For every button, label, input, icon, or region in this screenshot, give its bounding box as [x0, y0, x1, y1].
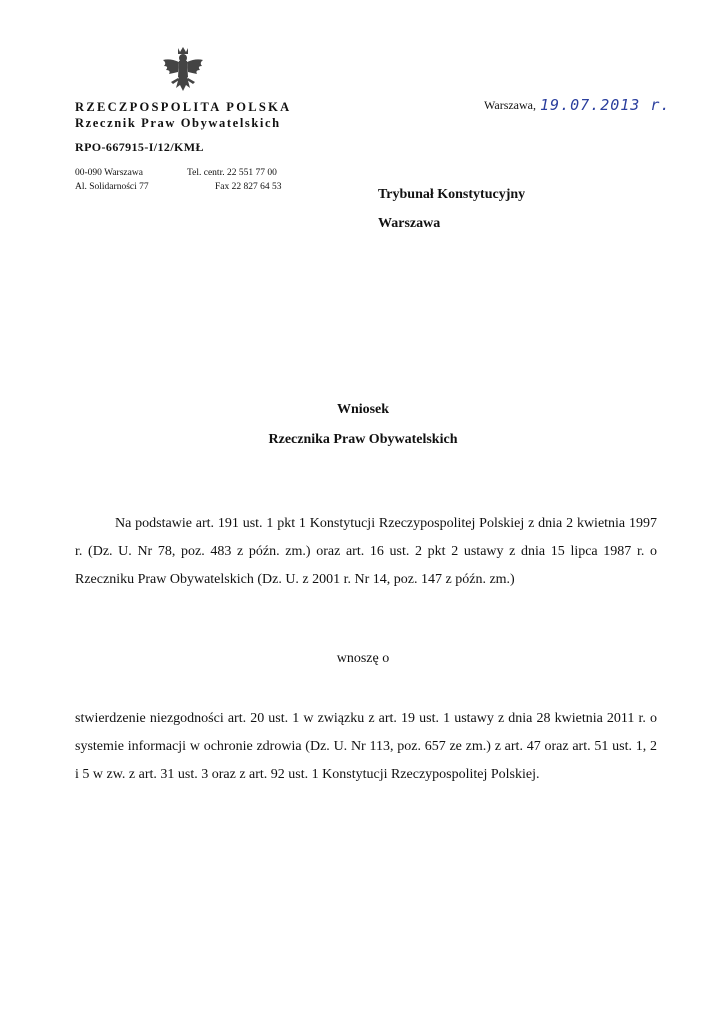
institution-subtitle: Rzecznik Praw Obywatelskich	[75, 116, 281, 130]
recipient-city: Warszawa	[378, 216, 441, 231]
document-subtitle: Rzecznika Praw Obywatelskich	[268, 432, 458, 447]
polish-eagle-emblem-icon	[158, 44, 208, 96]
recipient-name: Trybunał Konstytucyjny	[378, 187, 526, 202]
phone-number: Tel. centr. 22 551 77 00	[187, 168, 277, 178]
request-phrase: wnoszę o	[336, 651, 390, 666]
handwritten-date: 19.07.2013 r.	[540, 96, 671, 115]
body-paragraph-request: stwierdzenie niezgodności art. 20 ust. 1 w związku z art. 19 ust. 1 ustawy z dnia 28 kwietnia 2011 r. o systemie informacji w ochronie zdrowia (Dz. U. Nr 113, poz. 657 ze zm.) z art. 47 oraz art. 51 ust. 1, 2 i 5 w zw. z art. 31 ust. 3 oraz z art. 92 ust. 1 Konstytucji Rzeczypospolitej Polskiej.	[75, 711, 657, 782]
document-title: Wniosek	[336, 402, 390, 417]
address-line-1: 00-090 Warszawa	[75, 168, 143, 178]
body-paragraph-legal-basis: Na podstawie art. 191 ust. 1 pkt 1 Konstytucji Rzeczypospolitej Polskiej z dnia 2 kwietnia 1997 r. (Dz. U. Nr 78, poz. 483 z późn. zm.) oraz art. 16 ust. 2 pkt 2 ustawy z dnia 15 lipca 1987 r. o Rzeczniku Praw Obywatelskich (Dz. U. z 2001 r. Nr 14, poz. 147 z późn. zm.)	[75, 516, 657, 587]
address-line-2: Al. Solidarności 77	[75, 182, 149, 192]
fax-number: Fax 22 827 64 53	[215, 182, 282, 192]
place-and-date	[484, 96, 670, 114]
city-label: Warszawa,	[484, 97, 537, 112]
reference-number: RPO-667915-I/12/KMŁ	[75, 140, 204, 154]
institution-name: RZECZPOSPOLITA POLSKA	[75, 100, 292, 114]
